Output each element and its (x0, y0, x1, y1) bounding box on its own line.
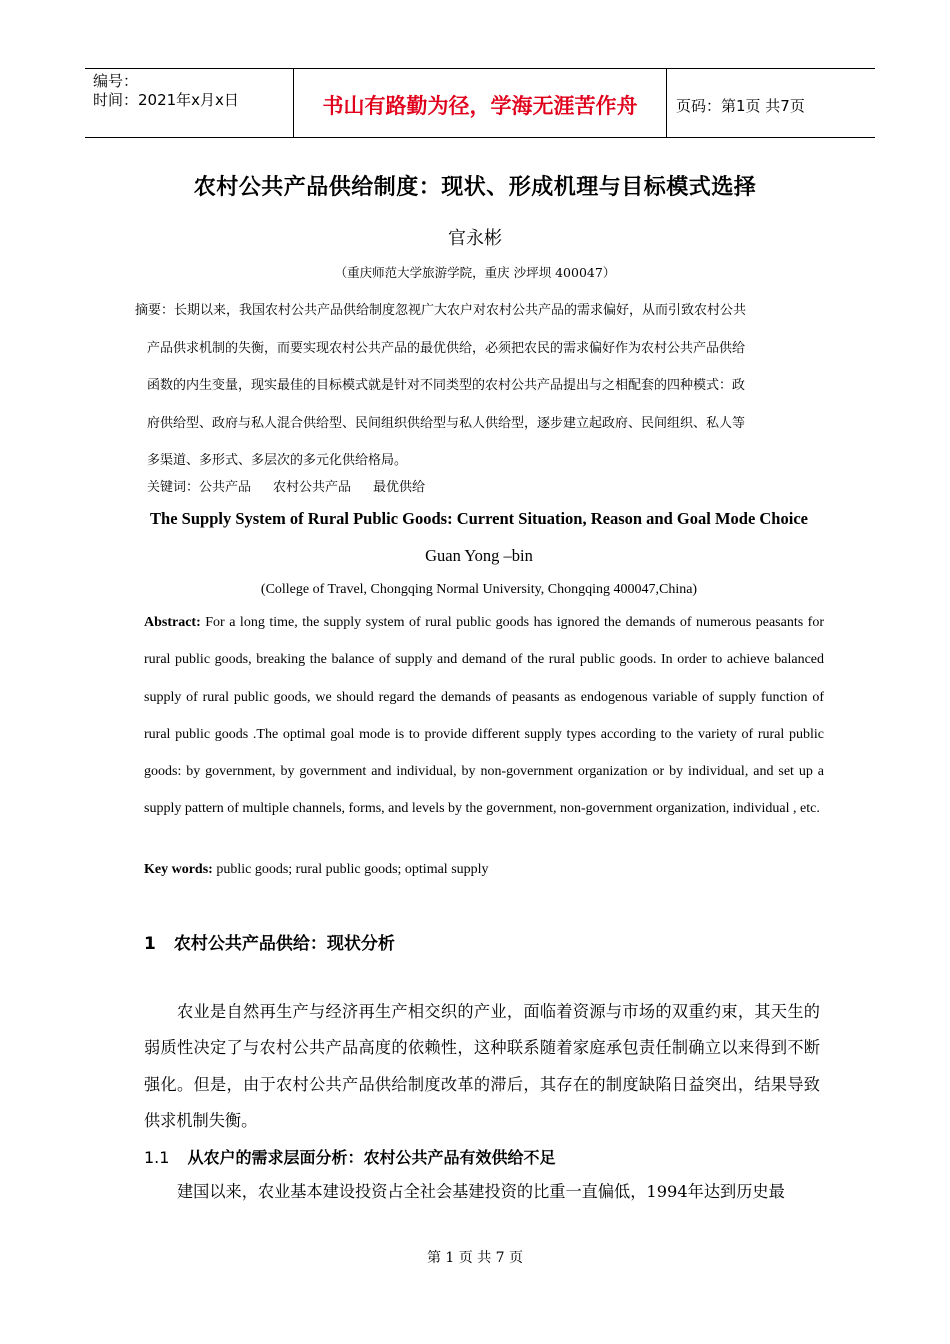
subsection-heading (144, 1145, 555, 1168)
english-title: The Supply System of Rural Public Goods: Current Situation, Reason and Goal Mode Choice (150, 509, 808, 528)
abstract-line: 摘要：长期以来，我国农村公共产品供给制度忽视广大农户对农村公共产品的需求偏好，从而引致农村公共 (135, 303, 747, 318)
section-number: 1 (144, 934, 156, 954)
abstract-label: Abstract: (144, 615, 201, 630)
abstract-line: 函数的内生变量，现实最佳的目标模式就是针对不同类型的农村公共产品提出与之相配套的四种模式：政 (147, 378, 746, 394)
keywords-text: public goods; rural public goods; optimal supply (212, 862, 489, 877)
keywords-label: Key words: (144, 862, 213, 877)
subsection-title: 从农户的需求层面分析：农村公共产品有效供给不足 (187, 1148, 556, 1167)
chinese-keywords (147, 476, 447, 495)
subsection-number: 1.1 (144, 1148, 170, 1167)
keyword: 农村公共产品 (273, 480, 352, 495)
section-paragraph: 农业是自然再生产与经济再生产相交织的产业，面临着资源与市场的双重约束，其天生的弱质性决定了与农村公共产品高度的依赖性，这种联系随着家庭承包责任制确立以来得到不断强化。但是，由于农村公共产品供给制度改革的滞后，其存在的制度缺陷日益突出，结果导致供求机制失衡。 (144, 1002, 820, 1131)
abstract-line: 多渠道、多形式、多层次的多元化供给格局。 (147, 453, 408, 469)
chinese-abstract (135, 292, 825, 480)
keywords-label: 关键词： (147, 480, 200, 495)
subsection-paragraph: 建国以来，农业基本建设投资占全社会基建投资的比重一直偏低，1994年达到历史最 (177, 1182, 785, 1201)
abstract-line: 府供给型、政府与私人混合供给型、民间组织供给型与私人供给型，逐步建立起政府、民间组织、私人等 (147, 415, 746, 431)
header-left-cell (85, 69, 293, 137)
english-author: Guan Yong –bin (425, 546, 533, 565)
chinese-title: 农村公共产品供给制度：现状、形成机理与目标模式选择 (193, 175, 757, 200)
abstract-line: 产品供求机制的失衡，而要实现农村公共产品的最优供给，必须把农民的需求偏好作为农村公共产品供给 (147, 340, 746, 356)
section-title: 农村公共产品供给：现状分析 (173, 934, 395, 954)
number-label: 编号： (93, 72, 139, 90)
header-table (85, 68, 875, 138)
time-label: 时间：2021年x月x日 (93, 91, 239, 109)
chinese-affiliation: （重庆师范大学旅游学院，重庆 沙坪坝 400047） (334, 265, 616, 280)
chinese-author: 官永彬 (448, 228, 502, 249)
keyword: 最优供给 (373, 480, 426, 495)
english-affiliation: (College of Travel, Chongqing Normal University, Chongqing 400047,China) (260, 582, 698, 597)
page-footer: 第 1 页 共 7 页 (426, 1250, 524, 1266)
page-info: 页码：第1页 共7页 (676, 96, 805, 115)
abstract-text: For a long time, the supply system of rural public goods has ignored the demands of numerous peasants for rural public goods, breaking the balance of supply and demand of the rural public goods. In order to achieve balanced supply of rural public goods, we should regard the demands of peasants as endogenous variable of supply function of rural public goods .The optimal goal mode is to provide different supply types according to the variety of rural public goods: by government, by government and individual, by non-government organization or by individual, and set up a supply pattern of multiple channels, forms, and levels by the government, non-government organization, individual , etc. (144, 615, 824, 817)
keyword: 公共产品 (199, 480, 252, 495)
english-keywords (144, 862, 489, 878)
english-abstract (144, 604, 824, 828)
section-heading (144, 929, 395, 954)
motto: 书山有路勤为径，学海无涯苦作舟 (293, 69, 667, 137)
